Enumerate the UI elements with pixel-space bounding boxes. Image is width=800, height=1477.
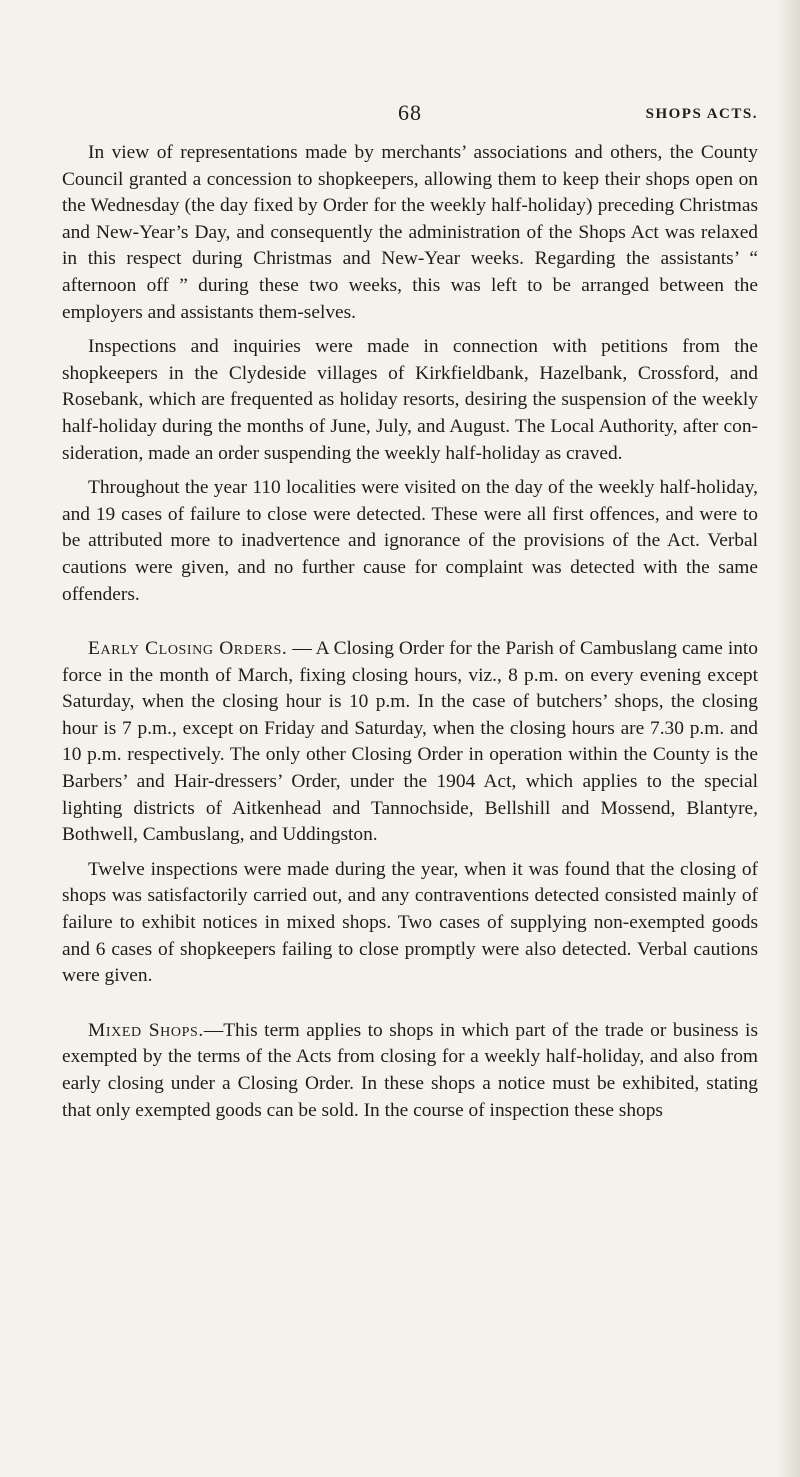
paragraph-christmas-concession: In view of representations made by merchants’ associations and others, the County Council granted a concession to shopkeepers, allowing them to keep their shops open on the Wednesday (the day fixed by Order for the weekly half-holiday) preceding Christmas and New-Year’s Day, and consequently the administration of the Shops Act was relaxed in this respect during Christmas and New-Year weeks. Regarding the assistants’ “ afternoon off ” during these two weeks, this was left to be arranged between the employers and assistants them-selves. [62, 142, 758, 323]
paragraph-early-closing-text: — A Closing Order for the Parish of Cambuslang came into force in the month of March, fixing closing hours, viz., 8 p.m. on every evening except Saturday, when the closing hour is 10 p.m. In the case of butchers’ shops, the closing hour is 7 p.m., except on Friday and Saturday, when the closing hours are 7.30 p.m. and 10 p.m. respectively. The only other Closing Order in operation within the County is the Barbers’ and Hair-dressers’ Order, under the 1904 Act, which applies to the special lighting districts of Aitkenhead and Tannochside, Bellshill and Mossend, Blantyre, Bothwell, Cambuslang, and Uddingston. [62, 638, 758, 846]
paragraph-mixed-shops [62, 1018, 758, 1124]
paragraph-early-closing-orders [62, 636, 758, 849]
section-heading-early-closing: Early Closing Orders. [88, 638, 288, 660]
paragraph-clydeside-petitions: Inspections and inquiries were made in connection with petitions from the shopkeepers in the Clydeside villages of Kirkfieldbank, Hazelbank, Crossford, and Rosebank, which are frequented as holiday resorts, desiring the suspension of the weekly half-holiday during the months of June, July, and August. The Local Authority, after con-sideration, made an order suspending the weekly half-holiday as craved. [62, 336, 758, 464]
paragraph-mixed-shops-text: —This term applies to shops in which part of the trade or business is exempted by the terms of the Acts from closing for a weekly half-holiday, and also from early closing under a Closing Order. In these shops a notice must be exhibited, stating that only exempted goods can be sold. In the course of inspection these shops [62, 1019, 758, 1121]
paragraph-closing-inspections: Twelve inspections were made during the year, when it was found that the closing of shops was satisfactorily carried out, and any contraventions detected consisted mainly of failure to exhibit notices in mixed shops. Two cases of supplying non-exempted goods and 6 cases of shopkeepers failing to close promptly were also detected. Verbal cautions were given. [62, 858, 758, 987]
running-title: SHOPS ACTS. [645, 106, 758, 122]
page-edge-shadow [776, 0, 800, 1477]
page-number: 68 [398, 100, 422, 125]
document-page [62, 100, 758, 1124]
paragraph-half-holiday-inspections: Throughout the year 110 localities were visited on the day of the weekly half-holiday, and 19 cases of failure to close were detected. These were all first offences, and were to be attributed more to inadvertence and ignorance of the provisions of the Act. Verbal cautions were given, and no further cause for complaint was detected with the same offenders. [62, 477, 758, 605]
running-header [62, 100, 758, 140]
section-heading-mixed-shops: Mixed Shops. [88, 1019, 204, 1041]
